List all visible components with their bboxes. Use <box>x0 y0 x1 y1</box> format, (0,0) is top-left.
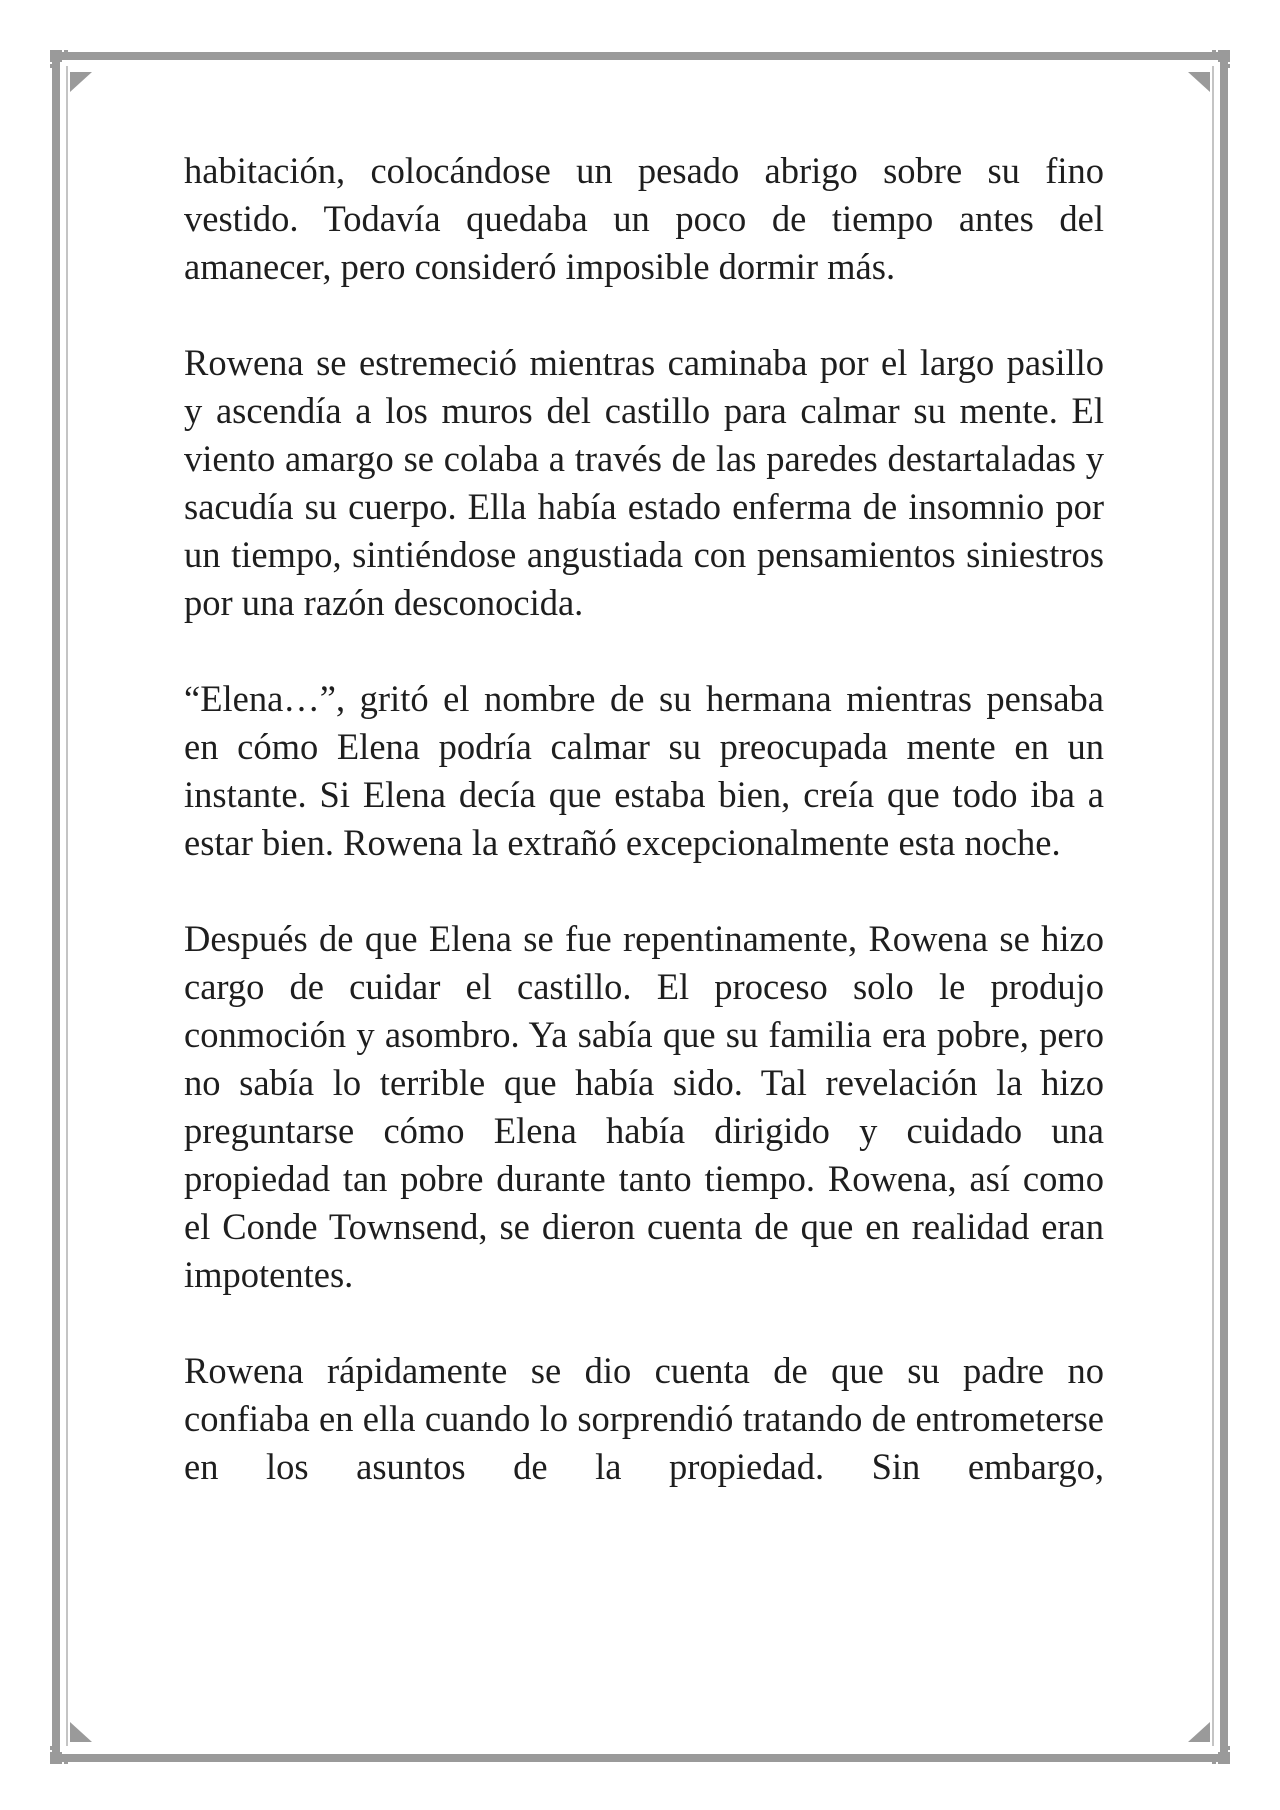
paragraph: Rowena rápidamente se dio cuenta de que su padre no confiaba en ella cuando lo sorprendió tratando de entrometerse en los asuntos de la propiedad. Sin embargo, <box>184 1350 1104 1487</box>
paragraph: Rowena se estremeció mientras caminaba por el largo pasillo y ascendía a los muros del castillo para calmar su mente. El viento amargo se colaba a través de las paredes destartaladas y sacudía su cuerpo. Ella había estado enferma de insomnio por un tiempo, sintiéndose angustiada con pensamientos siniestros por una razón desconocida. <box>184 342 1104 623</box>
paragraph: “Elena…”, gritó el nombre de su hermana mientras pensaba en cómo Elena podría calmar su preocupada mente en un instante. Si Elena decía que estaba bien, creía que todo iba a estar bien. Rowena la extrañó excepcionalmente esta noche. <box>184 678 1104 863</box>
paragraph: Después de que Elena se fue repentinamente, Rowena se hizo cargo de cuidar el castillo. El proceso solo le produjo conmoción y asombro. Ya sabía que su familia era pobre, pero no sabía lo terrible que había sido. Tal revelación la hizo preguntarse cómo Elena había dirigido y cuidado una propiedad tan pobre durante tanto tiempo. Rowena, así como el Conde Townsend, se dieron cuenta de que en realidad eran impotentes. <box>184 918 1104 1295</box>
body-text <box>184 147 1104 1491</box>
paragraph: habitación, colocándose un pesado abrigo sobre su fino vestido. Todavía quedaba un poco de tiempo antes del amanecer, pero consideró imposible dormir más. <box>184 150 1104 287</box>
